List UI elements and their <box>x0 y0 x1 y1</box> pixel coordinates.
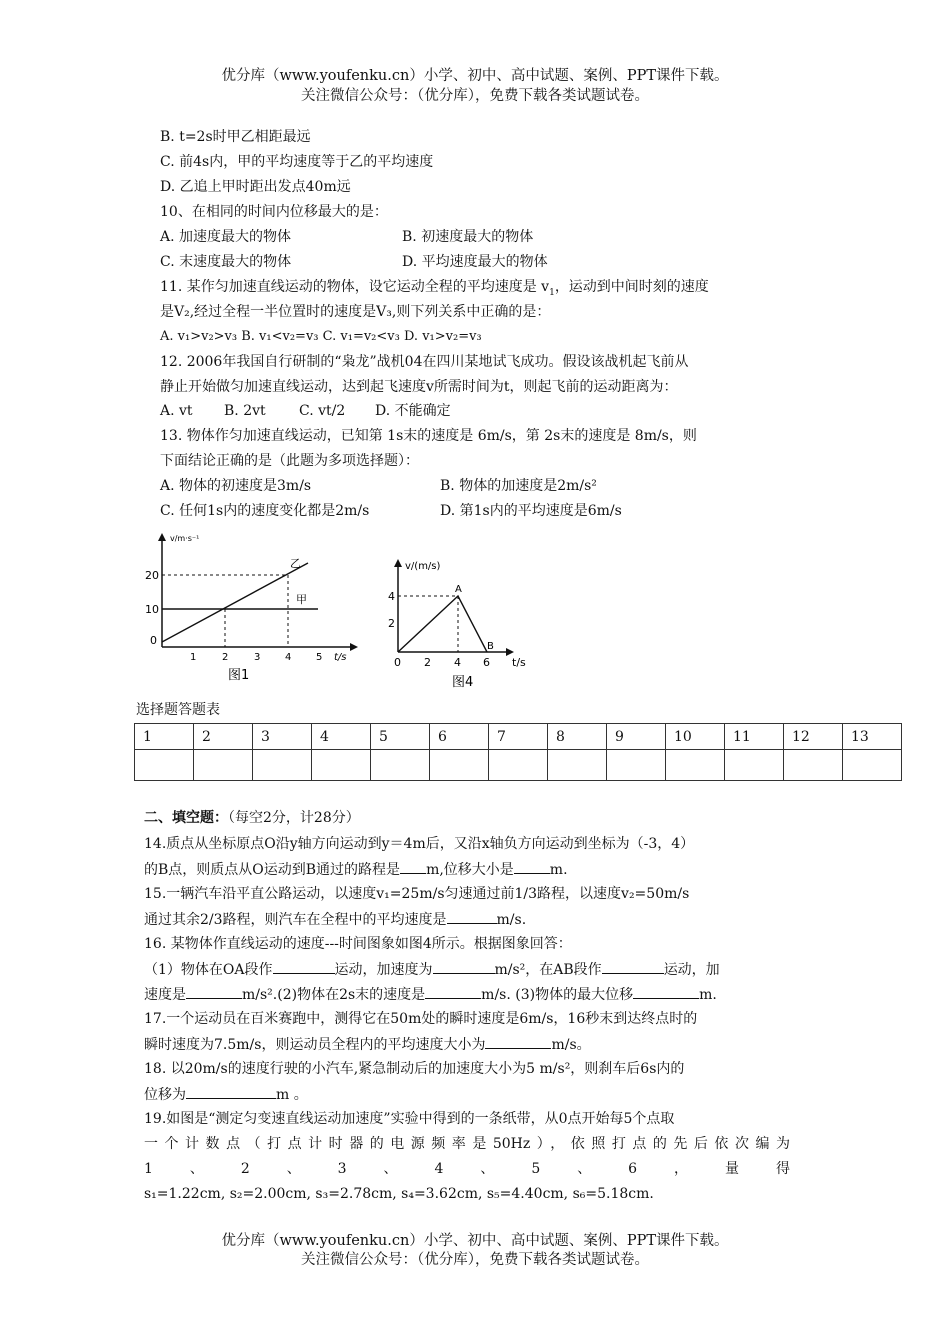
answer-col-9: 9 <box>607 724 666 750</box>
fig1-x-tick-3: 3 <box>254 652 261 663</box>
fig4-velocity-line <box>398 596 487 652</box>
q12-option-b: B. 2vt <box>224 403 266 419</box>
fig1-x-tick-1: 1 <box>190 652 197 663</box>
answer-cell[interactable] <box>784 750 843 781</box>
answer-cell[interactable] <box>430 750 489 781</box>
fig4-x-tick-6: 6 <box>483 656 490 669</box>
fig1-label-yi: 乙 <box>290 557 301 570</box>
q16-line-2: （1）物体在OA段作 运动，加速度为 m/s²，在AB段作 运动，加 <box>144 959 720 980</box>
answer-col-12: 12 <box>784 724 843 750</box>
q17-blank[interactable] <box>485 1034 551 1049</box>
q9-option-b: B. t=2s时甲乙相距最远 <box>160 129 311 145</box>
answer-cell[interactable] <box>548 750 607 781</box>
q14-line-1: 14.质点从坐标原点O沿y轴方向运动到y＝4m后，又沿x轴负方向运动到坐标为（-3，4） <box>144 836 695 852</box>
q15-line-1: 15.一辆汽车沿平直公路运动，以速度v₁=25m/s匀速通过前1/3路程，以速度v₂=50m/s <box>144 886 690 902</box>
fig4-y-label: v/(m/s) <box>405 561 441 572</box>
q10-stem: 10、在相同的时间内位移最大的是： <box>160 204 388 220</box>
q12-option-d: D. 不能确定 <box>375 403 451 419</box>
q10-option-c: C. 末速度最大的物体 <box>160 254 292 270</box>
fig1-y-tick-0: 0 <box>150 634 157 647</box>
answer-col-6: 6 <box>430 724 489 750</box>
fig4-x-tick-4: 4 <box>454 656 461 669</box>
q12-stem-line-1: 12. 2006年我国自行研制的“枭龙”战机04在四川某地试飞成功。假设该战机起飞前从 <box>160 354 689 370</box>
fig1-label-jia: 甲 <box>296 593 307 606</box>
answer-cell[interactable] <box>371 750 430 781</box>
fig4-x-arrow <box>506 648 514 656</box>
fig4-caption: 图4 <box>452 675 474 690</box>
answer-col-2: 2 <box>194 724 253 750</box>
q14-blank-1[interactable] <box>400 859 426 874</box>
q15-blank[interactable] <box>447 909 497 924</box>
fig4-y-arrow <box>394 559 402 567</box>
answer-col-11: 11 <box>725 724 784 750</box>
answer-cell[interactable] <box>607 750 666 781</box>
q14-blank-2[interactable] <box>514 859 550 874</box>
fig4-y-tick-4: 4 <box>388 590 395 603</box>
footer-line-2: 关注微信公众号：（优分库），免费下载各类试题试卷。 <box>301 1252 649 1268</box>
q9-option-d: D. 乙追上甲时距出发点40m远 <box>160 179 351 195</box>
q16-blank-1[interactable] <box>273 959 335 974</box>
answer-cell[interactable] <box>194 750 253 781</box>
answer-cell[interactable] <box>489 750 548 781</box>
q11-stem-line-2: 是V₂,经过全程一半位置时的速度是V₃,则下列关系中正确的是： <box>160 304 551 320</box>
fig1-y-label: v/m·s⁻¹ <box>170 534 200 543</box>
q18-line-1: 18. 以20m/s的速度行驶的小汽车,紧急制动后的加速度大小为5 m/s²，则刹车后6s内的 <box>144 1061 685 1077</box>
q16-blank-2[interactable] <box>433 959 495 974</box>
answer-cell[interactable] <box>135 750 194 781</box>
answer-col-5: 5 <box>371 724 430 750</box>
q17-line-1: 17.一个运动员在百米赛跑中，测得它在50m处的瞬时速度是6m/s，16秒末到达终点时的 <box>144 1011 698 1027</box>
fig1-x-label: t/s <box>334 652 347 663</box>
q11-options: A. v₁>v₂>v₃ B. v₁<v₂=v₃ C. v₁=v₂<v₃ D. v₁>v₂=v₃ <box>160 329 482 344</box>
q18-blank[interactable] <box>186 1084 276 1099</box>
q13-option-b: B. 物体的加速度是2m/s² <box>440 478 597 494</box>
q12-stem-line-2: 静止开始做匀加速直线运动，达到起飞速度v所需时间为t，则起飞前的运动距离为： <box>160 379 678 395</box>
figure-4-graph <box>380 547 540 692</box>
q10-option-a: A. 加速度最大的物体 <box>160 229 292 245</box>
answer-col-13: 13 <box>843 724 902 750</box>
answer-col-1: 1 <box>135 724 194 750</box>
q16-blank-4[interactable] <box>186 984 242 999</box>
q12-option-c: C. vt/2 <box>299 403 346 419</box>
fig4-point-a: A <box>455 584 462 595</box>
q16-line-1: 16. 某物体作直线运动的速度---时间图象如图4所示。根据图象回答： <box>144 936 572 952</box>
fig4-x-label: t/s <box>512 656 526 669</box>
answer-cell[interactable] <box>725 750 784 781</box>
q13-stem-line-2: 下面结论正确的是（此题为多项选择题）： <box>160 453 419 469</box>
q10-option-d: D. 平均速度最大的物体 <box>402 254 548 270</box>
fig4-point-b: B <box>487 641 494 652</box>
answer-table-answer-row <box>135 750 902 781</box>
q16-blank-5[interactable] <box>425 984 481 999</box>
q18-line-2: 位移为 m 。 <box>144 1084 308 1105</box>
q13-option-c: C. 任何1s内的速度变化都是2m/s <box>160 503 370 519</box>
answer-col-4: 4 <box>312 724 371 750</box>
fig1-x-tick-2: 2 <box>222 652 229 663</box>
fig1-x-tick-5: 5 <box>316 652 323 663</box>
fig4-y-tick-2: 2 <box>388 617 395 630</box>
q16-line-3: 速度是 m/s².(2)物体在2s末的速度是 m/s. (3)物体的最大位移 m. <box>144 984 717 1005</box>
q13-option-a: A. 物体的初速度是3m/s <box>160 478 312 494</box>
header-line-2: 关注微信公众号：（优分库），免费下载各类试题试卷。 <box>301 88 649 104</box>
q17-line-2: 瞬时速度为7.5m/s，则运动员全程内的平均速度大小为 m/s。 <box>144 1034 591 1055</box>
q19-line-3: 1、2、3、4、5、6，量得 <box>144 1161 790 1177</box>
q14-line-2: 的B点，则质点从O运动到B通过的路程是 m,位移大小是 m. <box>144 859 568 880</box>
answer-cell[interactable] <box>843 750 902 781</box>
answer-cell[interactable] <box>312 750 371 781</box>
fig1-y-tick-10: 10 <box>145 603 159 616</box>
answer-table-header-row <box>135 724 902 750</box>
q13-option-d: D. 第1s内的平均速度是6m/s <box>440 503 622 519</box>
fig1-y-arrow <box>158 533 166 541</box>
answer-col-3: 3 <box>253 724 312 750</box>
section-2-heading: 二、填空题：（每空2分，计28分） <box>144 810 360 826</box>
q11-stem-line-1: 11. 某作匀加速直线运动的物体，设它运动全程的平均速度是 $v_1$，运动到中间时刻的速度 <box>160 279 709 298</box>
q16-blank-3[interactable] <box>602 959 664 974</box>
figure-1-graph <box>140 527 360 687</box>
answer-col-8: 8 <box>548 724 607 750</box>
q9-option-c: C. 前4s内，甲的平均速度等于乙的平均速度 <box>160 154 434 170</box>
header-line-1: 优分库（www.youfenku.cn）小学、初中、高中试题、案例、PPT课件下载。 <box>221 68 729 84</box>
fig4-x-tick-2: 2 <box>424 656 431 669</box>
answer-cell[interactable] <box>253 750 312 781</box>
fig1-y-tick-20: 20 <box>145 569 159 582</box>
q15-line-2: 通过其余2/3路程，则汽车在全程中的平均速度是 m/s. <box>144 909 526 930</box>
q13-stem-line-1: 13. 物体作匀加速直线运动，已知第 1s末的速度是 6m/s，第 2s末的速度是 8m/s，则 <box>160 428 697 444</box>
fig1-x-tick-4: 4 <box>285 652 292 663</box>
q16-blank-6[interactable] <box>633 984 699 999</box>
fig1-x-arrow <box>350 643 358 651</box>
answer-col-7: 7 <box>489 724 548 750</box>
fig4-x-tick-0: 0 <box>394 656 401 669</box>
answer-table-title: 选择题答题表 <box>136 702 220 718</box>
answer-col-10: 10 <box>666 724 725 750</box>
q19-line-1: 19.如图是“测定匀变速直线运动加速度”实验中得到的一条纸带，从0点开始每5个点取 <box>144 1111 675 1127</box>
q19-line-2: 一个计数点（打点计时器的电源频率是50Hz），依照打点的先后依次编为 <box>144 1136 790 1152</box>
footer-line-1: 优分库（www.youfenku.cn）小学、初中、高中试题、案例、PPT课件下载。 <box>221 1233 729 1249</box>
q19-line-4: s₁=1.22cm, s₂=2.00cm, s₃=2.78cm, s₄=3.62cm, s₅=4.40cm, s₆=5.18cm. <box>144 1186 654 1202</box>
answer-table <box>134 723 902 781</box>
fig1-caption: 图1 <box>228 668 250 683</box>
q10-option-b: B. 初速度最大的物体 <box>402 229 534 245</box>
answer-cell[interactable] <box>666 750 725 781</box>
q12-option-a: A. vt <box>160 403 193 419</box>
